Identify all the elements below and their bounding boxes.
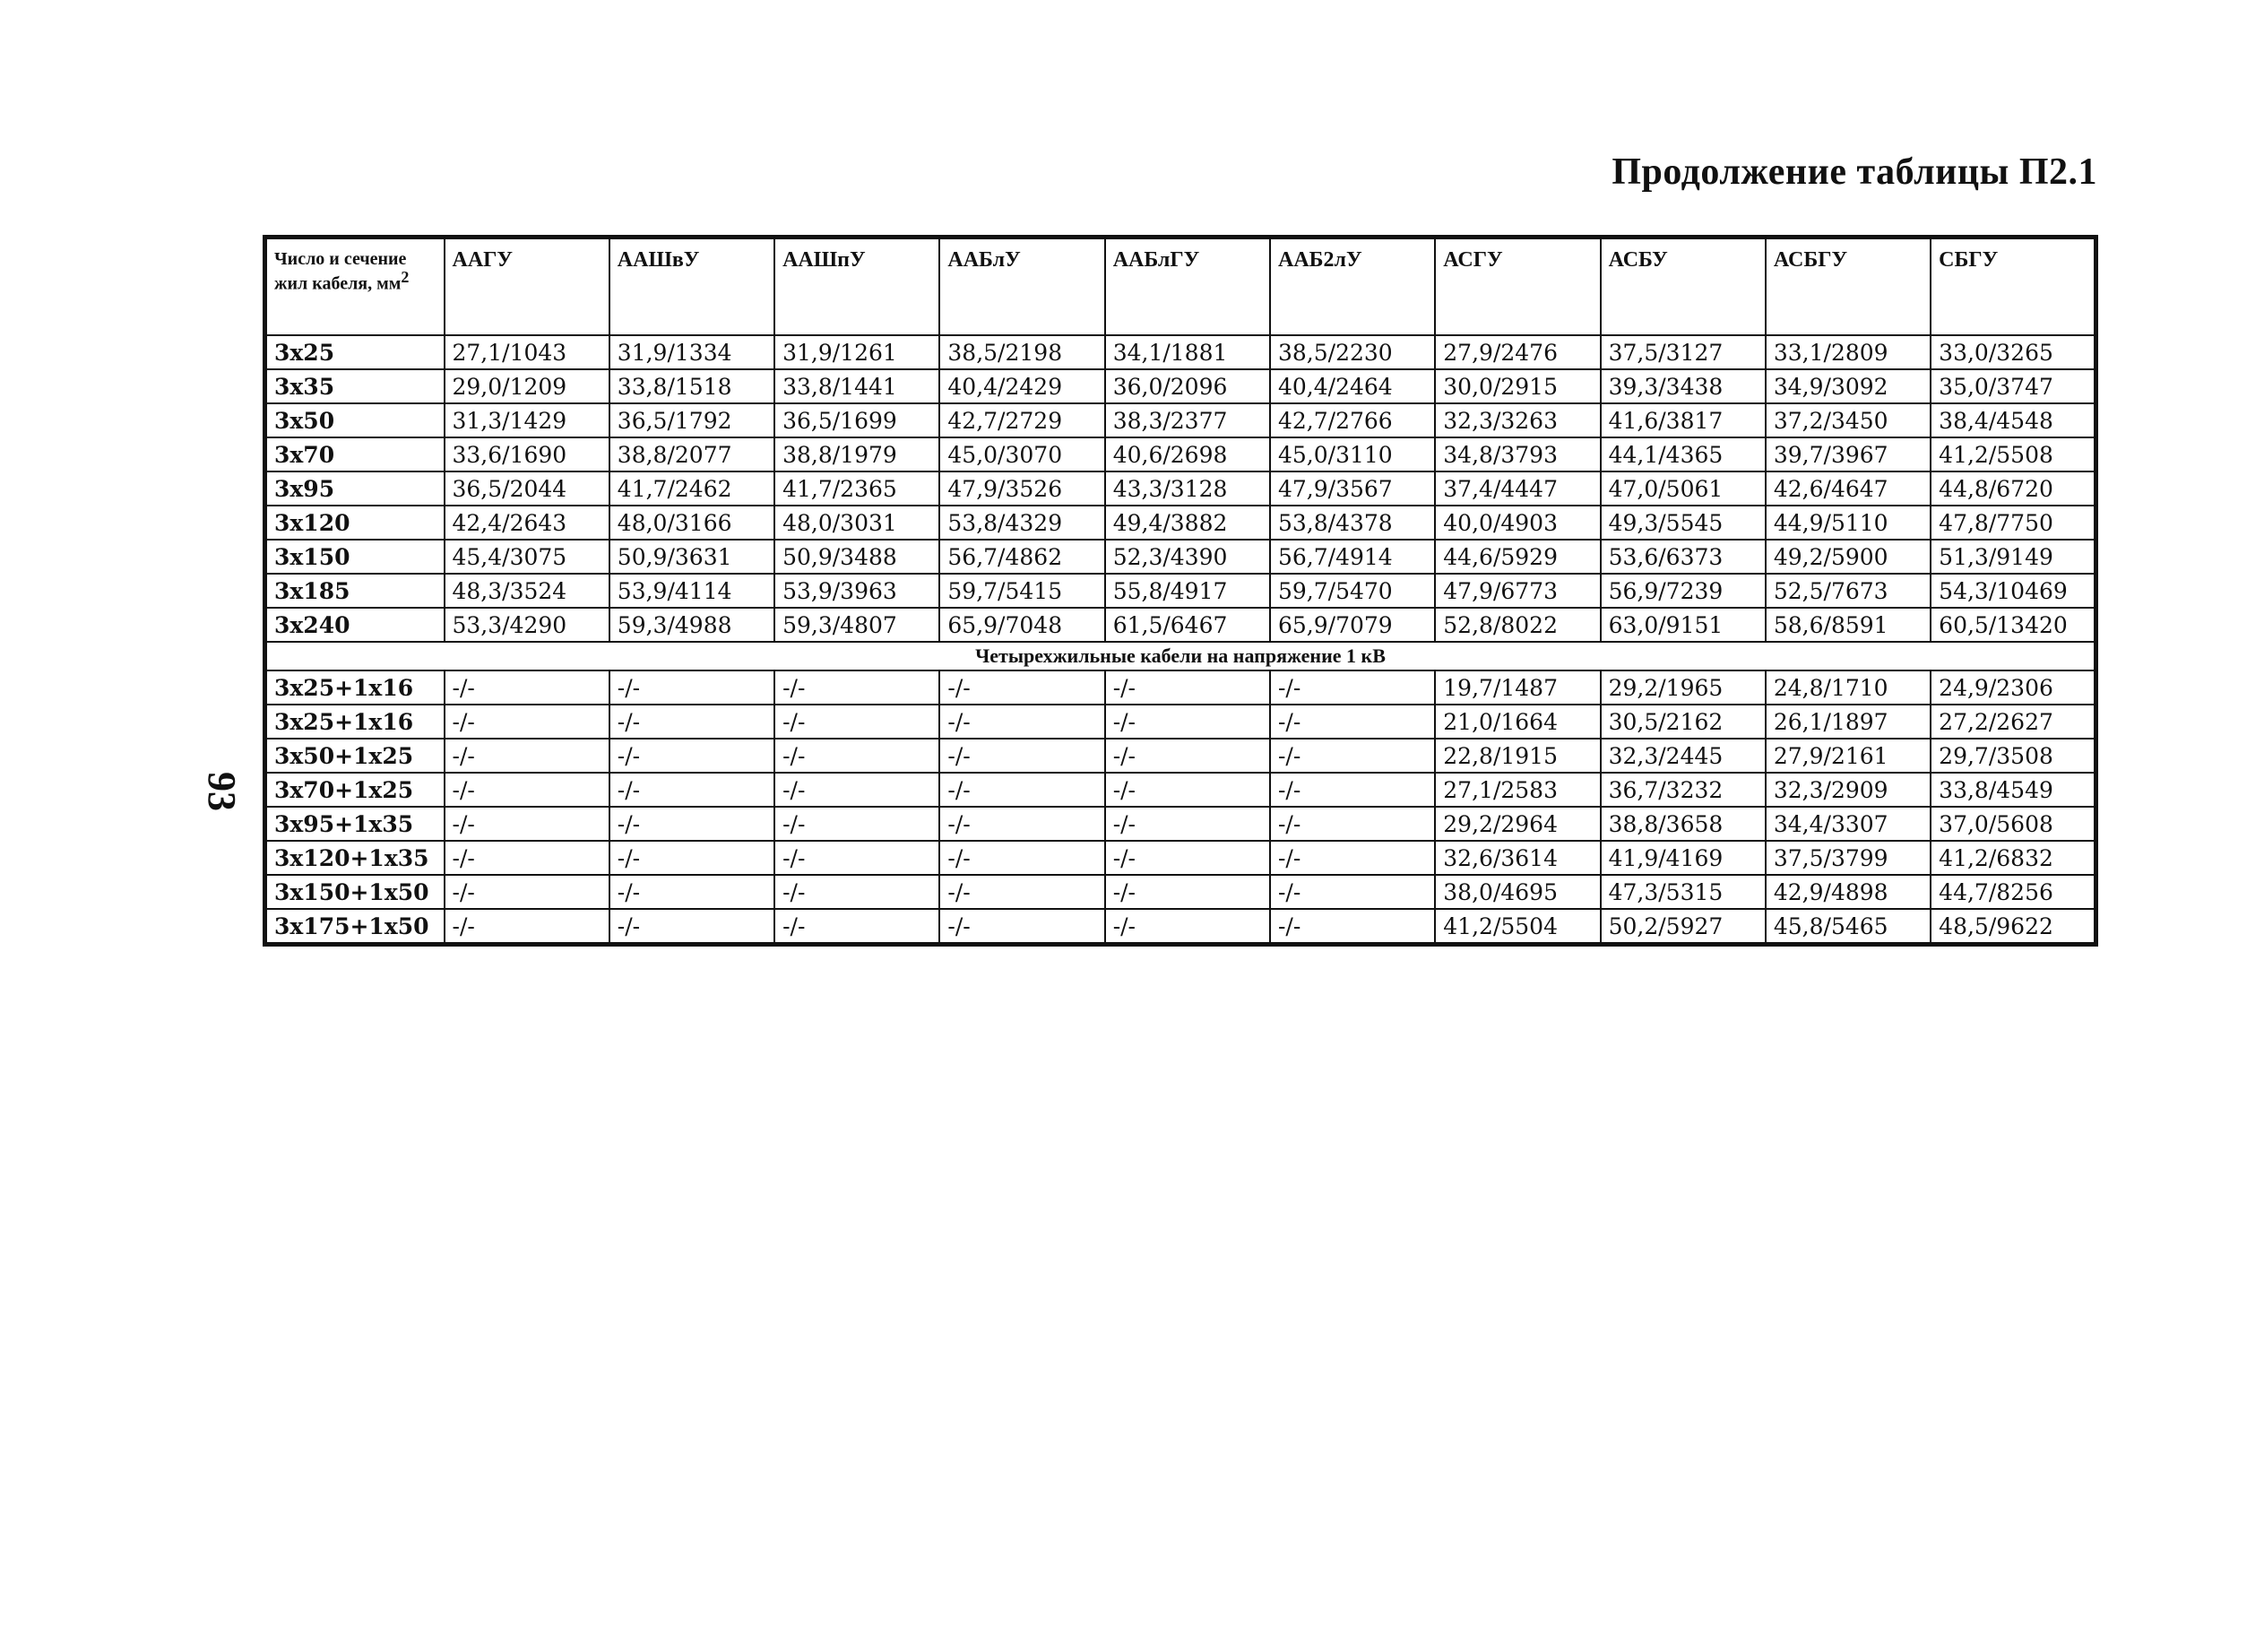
table-row — [265, 403, 2096, 437]
table-cell: -/- — [609, 875, 774, 909]
table-cell: -/- — [1105, 807, 1270, 841]
table-cell: -/- — [1270, 875, 1435, 909]
table-cell: 33,8/4549 — [1931, 773, 2095, 807]
table-cell: -/- — [1270, 909, 1435, 945]
table-cell: 31,9/1334 — [609, 335, 774, 369]
table-cell: 29,0/1209 — [445, 369, 609, 403]
table-cell: -/- — [609, 705, 774, 739]
row-label: 3x25 — [265, 335, 445, 369]
table-cell: -/- — [1270, 739, 1435, 773]
corner-header-superscript: 2 — [401, 268, 410, 286]
table-cell: 47,9/6773 — [1435, 574, 1600, 608]
table-cell: -/- — [939, 773, 1104, 807]
table-cell: 27,9/2476 — [1435, 335, 1600, 369]
table-cell: 27,9/2161 — [1766, 739, 1931, 773]
row-label: 3x120 — [265, 506, 445, 540]
table-cell: 53,9/3963 — [774, 574, 939, 608]
table-row — [265, 909, 2096, 945]
table-cell: -/- — [1270, 773, 1435, 807]
table-cell: -/- — [939, 841, 1104, 875]
table-cell: 41,2/5508 — [1931, 437, 2095, 471]
table-cell: 27,1/2583 — [1435, 773, 1600, 807]
table-cell: -/- — [1105, 909, 1270, 945]
table-cell: -/- — [1105, 773, 1270, 807]
table-cell: 45,0/3110 — [1270, 437, 1435, 471]
table-cell: 50,2/5927 — [1601, 909, 1766, 945]
table-cell: 47,3/5315 — [1601, 875, 1766, 909]
table-cell: 53,9/4114 — [609, 574, 774, 608]
table-cell: 45,4/3075 — [445, 540, 609, 574]
table-cell: 42,6/4647 — [1766, 471, 1931, 506]
table-cell: 40,0/4903 — [1435, 506, 1600, 540]
table-cell: -/- — [445, 739, 609, 773]
table-cell: 39,3/3438 — [1601, 369, 1766, 403]
table-cell: 52,3/4390 — [1105, 540, 1270, 574]
table-cell: 29,2/1965 — [1601, 670, 1766, 705]
column-header: СБГУ — [1931, 238, 2095, 336]
table-row — [265, 875, 2096, 909]
column-header: ААБлУ — [939, 238, 1104, 336]
table-cell: -/- — [774, 909, 939, 945]
table-cell: -/- — [939, 807, 1104, 841]
table-cell: 19,7/1487 — [1435, 670, 1600, 705]
table-cell: 44,7/8256 — [1931, 875, 2095, 909]
table-row — [265, 807, 2096, 841]
table-cell: 55,8/4917 — [1105, 574, 1270, 608]
table-cell: 45,0/3070 — [939, 437, 1104, 471]
table-cell: 56,9/7239 — [1601, 574, 1766, 608]
table-cell: 42,7/2729 — [939, 403, 1104, 437]
table-cell: 47,9/3567 — [1270, 471, 1435, 506]
table-cell: 48,5/9622 — [1931, 909, 2095, 945]
table-cell: 37,0/5608 — [1931, 807, 2095, 841]
table-cell: 44,9/5110 — [1766, 506, 1931, 540]
table-cell: -/- — [1105, 841, 1270, 875]
table-cell: 48,3/3524 — [445, 574, 609, 608]
row-label: 3x185 — [265, 574, 445, 608]
table-header-row — [265, 238, 2096, 336]
table-cell: 24,9/2306 — [1931, 670, 2095, 705]
table-cell: 47,0/5061 — [1601, 471, 1766, 506]
table-cell: -/- — [774, 739, 939, 773]
table-cell: 30,5/2162 — [1601, 705, 1766, 739]
row-label: 3x70 — [265, 437, 445, 471]
table-row — [265, 841, 2096, 875]
table-cell: 38,8/3658 — [1601, 807, 1766, 841]
table-cell: 22,8/1915 — [1435, 739, 1600, 773]
table-cell: 52,8/8022 — [1435, 608, 1600, 642]
table-cell: 59,7/5415 — [939, 574, 1104, 608]
table-cell: 50,9/3631 — [609, 540, 774, 574]
table-cell: 38,8/2077 — [609, 437, 774, 471]
table-cell: -/- — [1105, 670, 1270, 705]
table-row — [265, 705, 2096, 739]
table-cell: -/- — [609, 670, 774, 705]
table-cell: -/- — [774, 807, 939, 841]
table-row — [265, 471, 2096, 506]
table-cell: 41,6/3817 — [1601, 403, 1766, 437]
table-cell: 44,1/4365 — [1601, 437, 1766, 471]
table-cell: 45,8/5465 — [1766, 909, 1931, 945]
table-cell: -/- — [939, 909, 1104, 945]
table-cell: 27,1/1043 — [445, 335, 609, 369]
table-cell: 52,5/7673 — [1766, 574, 1931, 608]
table-cell: -/- — [445, 670, 609, 705]
table-cell: -/- — [939, 875, 1104, 909]
table-row — [265, 506, 2096, 540]
table-cell: 33,0/3265 — [1931, 335, 2095, 369]
table-cell: -/- — [1270, 705, 1435, 739]
table-cell: 48,0/3166 — [609, 506, 774, 540]
section-divider — [265, 642, 2096, 670]
table-cell: -/- — [774, 670, 939, 705]
table-cell: 49,2/5900 — [1766, 540, 1931, 574]
table-cell: 36,5/1792 — [609, 403, 774, 437]
row-label: 3x50+1x25 — [265, 739, 445, 773]
row-label: 3x150 — [265, 540, 445, 574]
table-cell: 32,3/2445 — [1601, 739, 1766, 773]
column-header: ААГУ — [445, 238, 609, 336]
table-cell: 56,7/4862 — [939, 540, 1104, 574]
table-cell: 38,3/2377 — [1105, 403, 1270, 437]
table-cell: 38,8/1979 — [774, 437, 939, 471]
table-cell: 65,9/7048 — [939, 608, 1104, 642]
table-cell: -/- — [939, 670, 1104, 705]
table-cell: 32,3/3263 — [1435, 403, 1600, 437]
table-cell: -/- — [1105, 705, 1270, 739]
corner-header-label: Число и сечение жил кабеля, мм — [274, 249, 407, 294]
table-cell: 36,5/1699 — [774, 403, 939, 437]
table-cell: 40,4/2429 — [939, 369, 1104, 403]
row-label: 3x175+1x50 — [265, 909, 445, 945]
table-cell: 41,2/6832 — [1931, 841, 2095, 875]
table-cell: 58,6/8591 — [1766, 608, 1931, 642]
table-cell: 37,4/4447 — [1435, 471, 1600, 506]
table-cell: 29,7/3508 — [1931, 739, 2095, 773]
table-row — [265, 670, 2096, 705]
table-cell: 53,8/4378 — [1270, 506, 1435, 540]
section-title: Четырехжильные кабели на напряжение 1 кВ — [265, 642, 2096, 670]
table-cell: -/- — [445, 875, 609, 909]
page-number: 93 — [200, 772, 244, 811]
table-cell: 33,8/1441 — [774, 369, 939, 403]
table-cell: -/- — [445, 909, 609, 945]
table-cell: 34,8/3793 — [1435, 437, 1600, 471]
table-cell: 38,0/4695 — [1435, 875, 1600, 909]
table-cell: -/- — [774, 705, 939, 739]
table-cell: -/- — [1105, 739, 1270, 773]
table-cell: 42,9/4898 — [1766, 875, 1931, 909]
table-cell: 53,3/4290 — [445, 608, 609, 642]
column-header: ААБ2лУ — [1270, 238, 1435, 336]
table-row — [265, 608, 2096, 642]
table-cell: 33,1/2809 — [1766, 335, 1931, 369]
table-cell: 40,6/2698 — [1105, 437, 1270, 471]
table-cell: 40,4/2464 — [1270, 369, 1435, 403]
table-cell: 37,5/3127 — [1601, 335, 1766, 369]
table-cell: -/- — [939, 739, 1104, 773]
table-cell: 41,2/5504 — [1435, 909, 1600, 945]
table-cell: 50,9/3488 — [774, 540, 939, 574]
table-row — [265, 739, 2096, 773]
table-cell: 61,5/6467 — [1105, 608, 1270, 642]
table-cell: 31,9/1261 — [774, 335, 939, 369]
table-cell: -/- — [774, 773, 939, 807]
row-label: 3x150+1x50 — [265, 875, 445, 909]
column-header: ААШвУ — [609, 238, 774, 336]
table-cell: 43,3/3128 — [1105, 471, 1270, 506]
table-cell: -/- — [939, 705, 1104, 739]
table-cell: 38,5/2230 — [1270, 335, 1435, 369]
table-cell: 44,6/5929 — [1435, 540, 1600, 574]
table-cell: 59,3/4988 — [609, 608, 774, 642]
table-cell: -/- — [445, 841, 609, 875]
table-caption: Продолжение таблицы П2.1 — [1612, 151, 2097, 193]
row-label: 3x35 — [265, 369, 445, 403]
table-cell: -/- — [609, 739, 774, 773]
column-header: АСБУ — [1601, 238, 1766, 336]
table-cell: 51,3/9149 — [1931, 540, 2095, 574]
table-row — [265, 574, 2096, 608]
table-cell: 37,2/3450 — [1766, 403, 1931, 437]
table-cell: 42,4/2643 — [445, 506, 609, 540]
table-cell: 47,8/7750 — [1931, 506, 2095, 540]
table-cell: 32,6/3614 — [1435, 841, 1600, 875]
row-label: 3x25+1x16 — [265, 670, 445, 705]
table-cell: -/- — [445, 705, 609, 739]
table-cell: 53,6/6373 — [1601, 540, 1766, 574]
table-cell: 26,1/1897 — [1766, 705, 1931, 739]
table-cell: 34,1/1881 — [1105, 335, 1270, 369]
row-label: 3x95 — [265, 471, 445, 506]
table-cell: -/- — [609, 807, 774, 841]
column-header: АСГУ — [1435, 238, 1600, 336]
table-cell: 65,9/7079 — [1270, 608, 1435, 642]
row-label: 3x240 — [265, 608, 445, 642]
four-core-rows — [265, 670, 2096, 945]
table-cell: 59,3/4807 — [774, 608, 939, 642]
table-cell: 41,7/2365 — [774, 471, 939, 506]
table-cell: -/- — [609, 841, 774, 875]
table-row — [265, 540, 2096, 574]
table-cell: 41,7/2462 — [609, 471, 774, 506]
table-row — [265, 437, 2096, 471]
table-cell: 37,5/3799 — [1766, 841, 1931, 875]
table-cell: 41,9/4169 — [1601, 841, 1766, 875]
table-cell: 27,2/2627 — [1931, 705, 2095, 739]
table-cell: 33,6/1690 — [445, 437, 609, 471]
table-row — [265, 773, 2096, 807]
table-cell: 42,7/2766 — [1270, 403, 1435, 437]
table-cell: 34,4/3307 — [1766, 807, 1931, 841]
table-cell: 56,7/4914 — [1270, 540, 1435, 574]
table-cell: 54,3/10469 — [1931, 574, 2095, 608]
table-cell: 34,9/3092 — [1766, 369, 1931, 403]
cable-data-table — [263, 235, 2098, 947]
table-cell: -/- — [609, 773, 774, 807]
table-cell: 32,3/2909 — [1766, 773, 1931, 807]
table-cell: 63,0/9151 — [1601, 608, 1766, 642]
corner-header — [265, 238, 445, 336]
section-row — [265, 642, 2096, 670]
row-label: 3x120+1x35 — [265, 841, 445, 875]
table-cell: -/- — [445, 807, 609, 841]
table-cell: 49,3/5545 — [1601, 506, 1766, 540]
table-cell: -/- — [609, 909, 774, 945]
table-cell: 53,8/4329 — [939, 506, 1104, 540]
row-label: 3x50 — [265, 403, 445, 437]
table-cell: 30,0/2915 — [1435, 369, 1600, 403]
table-cell: 39,7/3967 — [1766, 437, 1931, 471]
table-cell: 35,0/3747 — [1931, 369, 2095, 403]
table-cell: 38,5/2198 — [939, 335, 1104, 369]
three-core-rows — [265, 335, 2096, 642]
table-cell: -/- — [1270, 807, 1435, 841]
table-cell: 36,7/3232 — [1601, 773, 1766, 807]
table-cell: 31,3/1429 — [445, 403, 609, 437]
table-cell: -/- — [1270, 670, 1435, 705]
table-cell: 59,7/5470 — [1270, 574, 1435, 608]
table-row — [265, 369, 2096, 403]
column-header: ААБлГУ — [1105, 238, 1270, 336]
table-cell: 48,0/3031 — [774, 506, 939, 540]
table-cell: 44,8/6720 — [1931, 471, 2095, 506]
table-cell: 36,5/2044 — [445, 471, 609, 506]
table-cell: 47,9/3526 — [939, 471, 1104, 506]
table-row — [265, 335, 2096, 369]
table-cell: 21,0/1664 — [1435, 705, 1600, 739]
table-cell: 33,8/1518 — [609, 369, 774, 403]
table-cell: -/- — [774, 841, 939, 875]
table-cell: 60,5/13420 — [1931, 608, 2095, 642]
row-label: 3x70+1x25 — [265, 773, 445, 807]
table-cell: -/- — [1270, 841, 1435, 875]
column-header: АСБГУ — [1766, 238, 1931, 336]
table-cell: 36,0/2096 — [1105, 369, 1270, 403]
table-cell: 49,4/3882 — [1105, 506, 1270, 540]
column-header: ААШпУ — [774, 238, 939, 336]
table-cell: 29,2/2964 — [1435, 807, 1600, 841]
row-label: 3x25+1x16 — [265, 705, 445, 739]
table-cell: -/- — [774, 875, 939, 909]
table-cell: 24,8/1710 — [1766, 670, 1931, 705]
table-cell: -/- — [445, 773, 609, 807]
table-cell: 38,4/4548 — [1931, 403, 2095, 437]
table-cell: -/- — [1105, 875, 1270, 909]
row-label: 3x95+1x35 — [265, 807, 445, 841]
